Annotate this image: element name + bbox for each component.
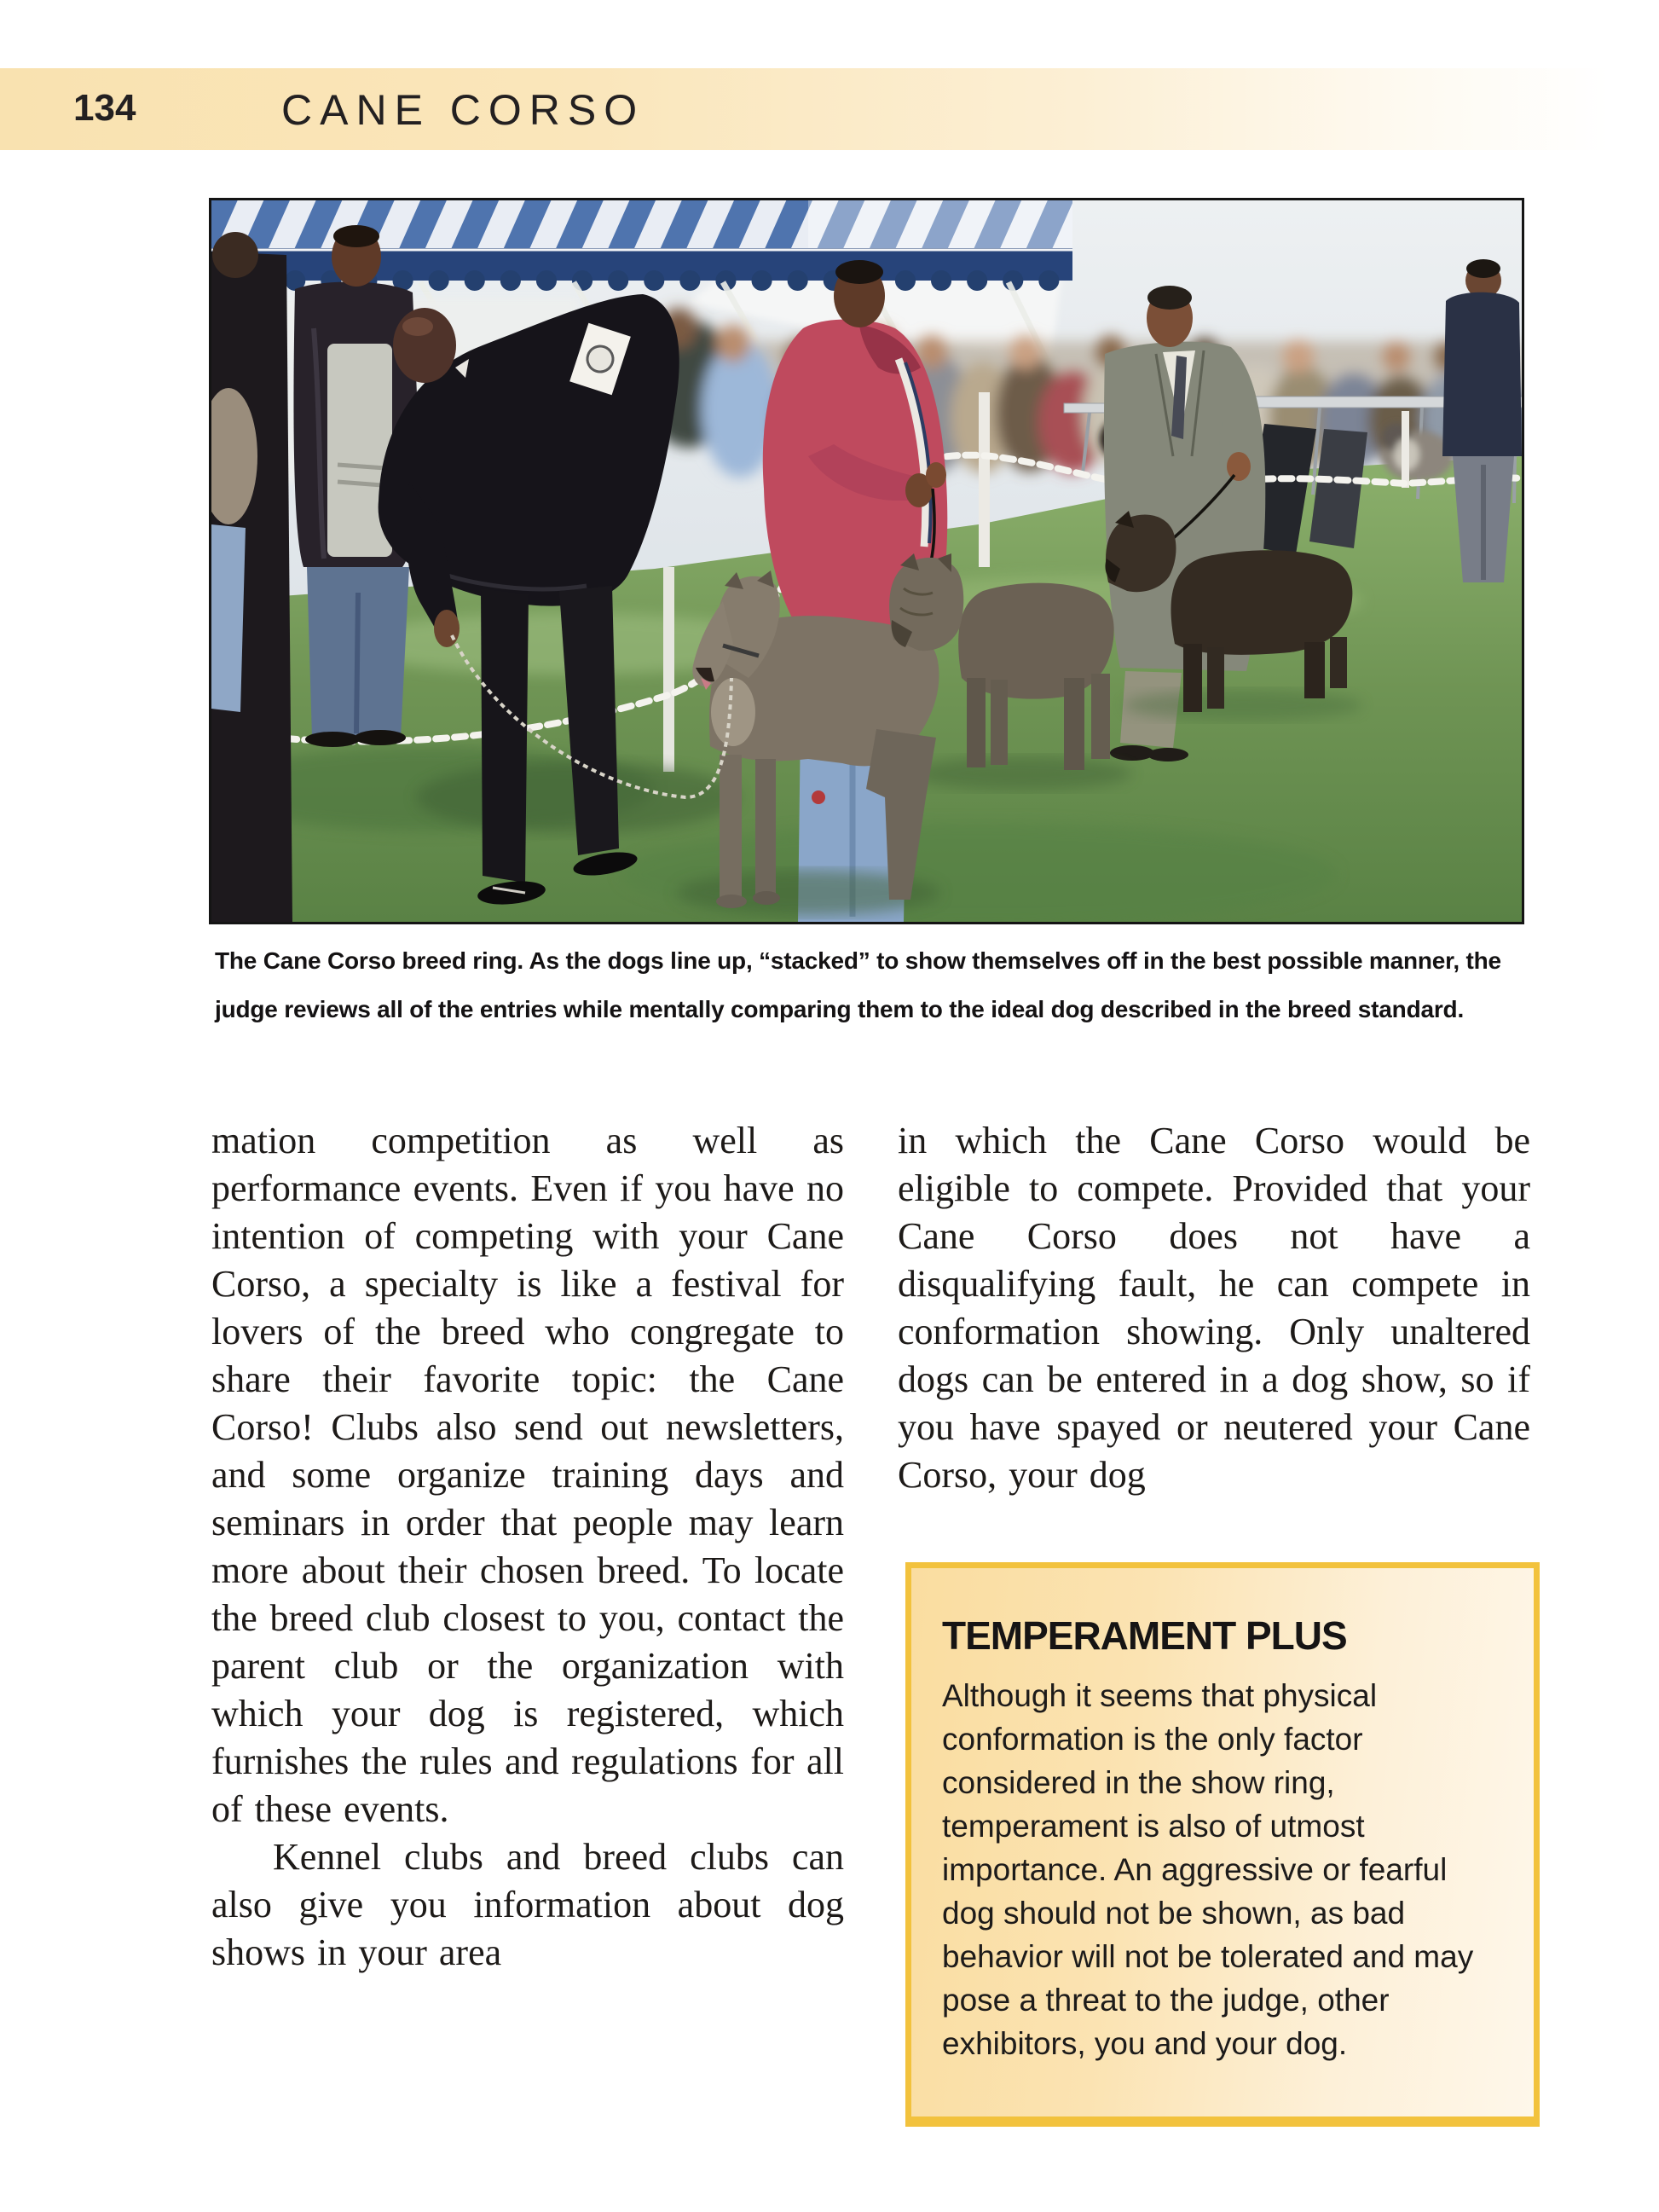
temperament-box-body: Although it seems that physical conformation is the only factor considered in the show ring, temperament is also of utmost importance. An aggressive or fearful dog should not be shown, as bad behavior will not be tolerated and may pose a threat to the judge, other exhibitors, you and your dog.: [942, 1678, 1474, 2061]
temperament-box-title: TEMPERAMENT PLUS: [942, 1613, 1347, 1658]
article-column-left: [211, 1117, 844, 1977]
article-paragraph: Kennel clubs and breed clubs can also give you information about dog shows in your area: [211, 1836, 844, 1973]
page-header-band: [0, 68, 1659, 150]
breed-ring-photo: [209, 198, 1524, 924]
photo-caption: The Cane Corso breed ring. As the dogs line up, “stacked” to show themselves off in the best possible manner, the judge reviews all of the entries while mentally comparing them to the ideal dog described in the breed standard.: [215, 947, 1501, 1022]
temperament-plus-box: [905, 1562, 1540, 2127]
page-number: 134: [73, 87, 136, 129]
article-paragraph: mation competition as well as performance events. Even if you have no intention of competing with your Cane Corso, a specialty is like a festival for lovers of the breed who congregate to share their favorite topic: the Cane Corso! Clubs also send out newsletters, and some organize training days and seminars in order that people may learn more about their chosen breed. To locate the breed club closest to you, contact the parent club or the organization with which your dog is registered, which furnishes the rules and regulations for all of these events.: [211, 1120, 844, 1830]
breed-ring-photo-illustration: [211, 200, 1522, 922]
temperament-box-inner: [911, 1568, 1534, 2091]
article-paragraph: in which the Cane Corso would be eligible to compete. Provided that your Cane Corso does not have a disqualifying fault, he can compete in conformation showing. Only unaltered dogs can be entered in a dog show, so if you have spayed or neutered your Cane Corso, your dog: [898, 1120, 1530, 1496]
article-column-right: [898, 1117, 1530, 1499]
page-title: CANE CORSO: [281, 86, 645, 134]
